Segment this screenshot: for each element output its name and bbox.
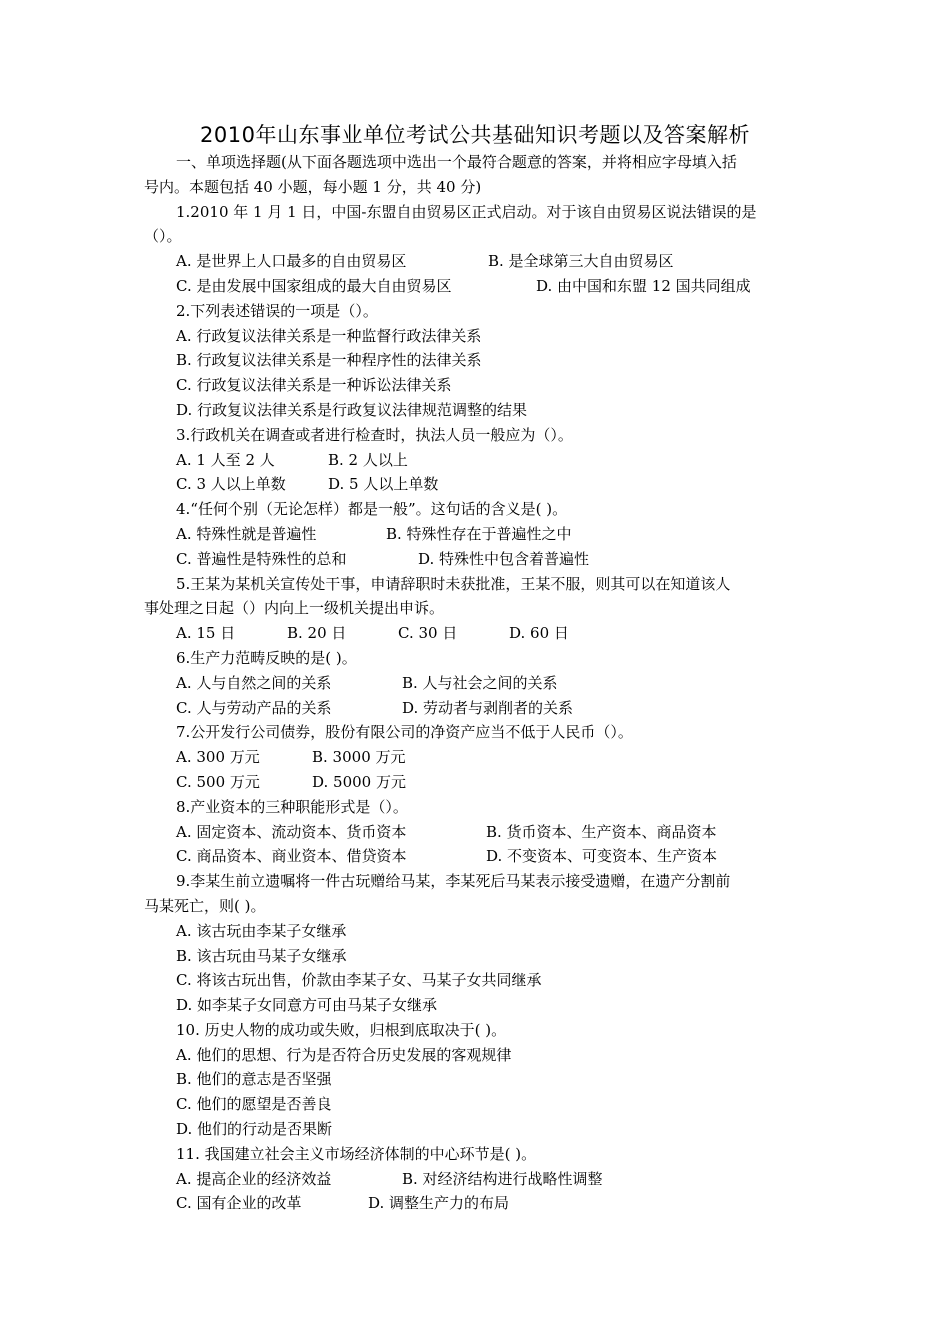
question-3-option-a: A. 1 人至 2 人 (176, 450, 275, 469)
question-8-option-a: A. 固定资本、流动资本、货币资本 (176, 822, 407, 841)
question-7-stem: 7.公开发行公司债券，股份有限公司的净资产应当不低于人民币（）。 (176, 723, 633, 742)
question-6-stem: 6.生产力范畴反映的是( )。 (176, 648, 357, 667)
question-9-stem: 9.李某生前立遗嘱将一件古玩赠给马某，李某死后马某表示接受遗赠，在遗产分割前 (176, 872, 731, 891)
question-8-options-row-2 (144, 844, 814, 869)
question-6-options-row-1 (144, 671, 814, 696)
question-6-option-b: B. 人与社会之间的关系 (402, 673, 558, 692)
question-8-option-b: B. 货币资本、生产资本、商品资本 (486, 822, 717, 841)
question-10-option-b: B. 他们的意志是否坚强 (176, 1070, 332, 1089)
question-7-options-row-2 (144, 770, 814, 795)
question-1-options-row-1 (144, 249, 814, 274)
question-10-stem: 10. 历史人物的成功或失败，归根到底取决于( )。 (176, 1020, 507, 1039)
question-1-stem: 1.2010 年 1 月 1 日，中国-东盟自由贸易区正式启动。对于该自由贸易区说法错误的是 (176, 202, 757, 221)
question-7-options-row-1 (144, 745, 814, 770)
question-2-option-b: B. 行政复议法律关系是一种程序性的法律关系 (176, 351, 482, 370)
question-3-option-c: C. 3 人以上单数 (176, 475, 286, 494)
question-11-stem: 11. 我国建立社会主义市场经济体制的中心环节是( )。 (176, 1144, 537, 1163)
question-5-stem-cont: 事处理之日起（）内向上一级机关提出申诉。 (144, 599, 445, 618)
question-8-stem: 8.产业资本的三种职能形式是（）。 (176, 797, 408, 816)
question-9-option-b: B. 该古玩由马某子女继承 (176, 946, 347, 965)
question-11-option-b: B. 对经济结构进行战略性调整 (402, 1169, 603, 1188)
question-7-option-d: D. 5000 万元 (312, 772, 406, 791)
question-1-option-b: B. 是全球第三大自由贸易区 (488, 252, 674, 271)
question-1-option-a: A. 是世界上人口最多的自由贸易区 (176, 252, 407, 271)
question-2-stem: 2.下列表述错误的一项是（）。 (176, 301, 378, 320)
question-4-stem: 4.“任何个别（无论怎样）都是一般”。这句话的含义是( )。 (176, 500, 568, 519)
question-10-option-d: D. 他们的行动是否果断 (176, 1120, 333, 1139)
question-4-option-d: D. 特殊性中包含着普遍性 (418, 549, 590, 568)
question-5-option-b: B. 20 日 (287, 624, 347, 643)
question-2-option-a: A. 行政复议法律关系是一种监督行政法律关系 (176, 326, 482, 345)
question-2-option-c: C. 行政复议法律关系是一种诉讼法律关系 (176, 376, 452, 395)
question-3-options-row-1 (144, 448, 814, 473)
question-11-option-c: C. 国有企业的改革 (176, 1194, 302, 1213)
question-1-stem-cont: （）。 (144, 227, 182, 246)
question-9-option-d: D. 如李某子女同意方可由马某子女继承 (176, 996, 438, 1015)
question-11-option-d: D. 调整生产力的布局 (368, 1194, 510, 1213)
question-7-option-b: B. 3000 万元 (312, 748, 406, 767)
question-3-option-b: B. 2 人以上 (328, 450, 408, 469)
question-9-stem-cont: 马某死亡，则( )。 (144, 896, 266, 915)
question-4-options-row-1 (144, 522, 814, 547)
question-7-option-a: A. 300 万元 (176, 748, 260, 767)
document-body (144, 150, 814, 1216)
question-9-option-c: C. 将该古玩出售，价款由李某子女、马某子女共同继承 (176, 971, 542, 990)
question-3-stem: 3.行政机关在调查或者进行检查时，执法人员一般应为（）。 (176, 425, 573, 444)
section-intro-line-2: 号内。本题包括 40 小题，每小题 1 分，共 40 分) (144, 177, 482, 196)
question-9-option-a: A. 该古玩由李某子女继承 (176, 921, 347, 940)
question-6-options-row-2 (144, 696, 814, 721)
question-5-option-a: A. 15 日 (176, 624, 236, 643)
question-4-option-a: A. 特殊性就是普遍性 (176, 524, 317, 543)
question-4-option-b: B. 特殊性存在于普遍性之中 (386, 524, 572, 543)
document-title: 2010年山东事业单位考试公共基础知识考题以及答案解析 (200, 123, 750, 147)
question-5-option-d: D. 60 日 (509, 624, 569, 643)
question-3-options-row-2 (144, 472, 814, 497)
question-8-options-row-1 (144, 820, 814, 845)
section-intro-line-1: 一、单项选择题(从下面各题选项中选出一个最符合题意的答案，并将相应字母填入括 (176, 153, 737, 171)
question-11-options-row-2 (144, 1191, 814, 1216)
question-5-stem: 5.王某为某机关宣传处干事，申请辞职时未获批准，王某不服，则其可以在知道该人 (176, 574, 731, 593)
question-2-option-d: D. 行政复议法律关系是行政复议法律规范调整的结果 (176, 400, 528, 419)
question-5-options-row (144, 621, 814, 646)
question-10-option-a: A. 他们的思想、行为是否符合历史发展的客观规律 (176, 1045, 512, 1064)
question-7-option-c: C. 500 万元 (176, 772, 260, 791)
question-11-option-a: A. 提高企业的经济效益 (176, 1169, 332, 1188)
question-6-option-c: C. 人与劳动产品的关系 (176, 698, 332, 717)
question-8-option-d: D. 不变资本、可变资本、生产资本 (486, 847, 718, 866)
question-4-option-c: C. 普遍性是特殊性的总和 (176, 549, 347, 568)
question-6-option-a: A. 人与自然之间的关系 (176, 673, 332, 692)
question-1-option-c: C. 是由发展中国家组成的最大自由贸易区 (176, 276, 452, 295)
question-11-options-row-1 (144, 1167, 814, 1192)
question-1-options-row-2 (144, 274, 814, 299)
question-4-options-row-2 (144, 547, 814, 572)
question-8-option-c: C. 商品资本、商业资本、借贷资本 (176, 847, 407, 866)
question-5-option-c: C. 30 日 (398, 624, 458, 643)
question-6-option-d: D. 劳动者与剥削者的关系 (402, 698, 574, 717)
question-1-option-d: D. 由中国和东盟 12 国共同组成 (536, 276, 751, 295)
question-10-option-c: C. 他们的愿望是否善良 (176, 1095, 332, 1114)
question-3-option-d: D. 5 人以上单数 (328, 475, 439, 494)
